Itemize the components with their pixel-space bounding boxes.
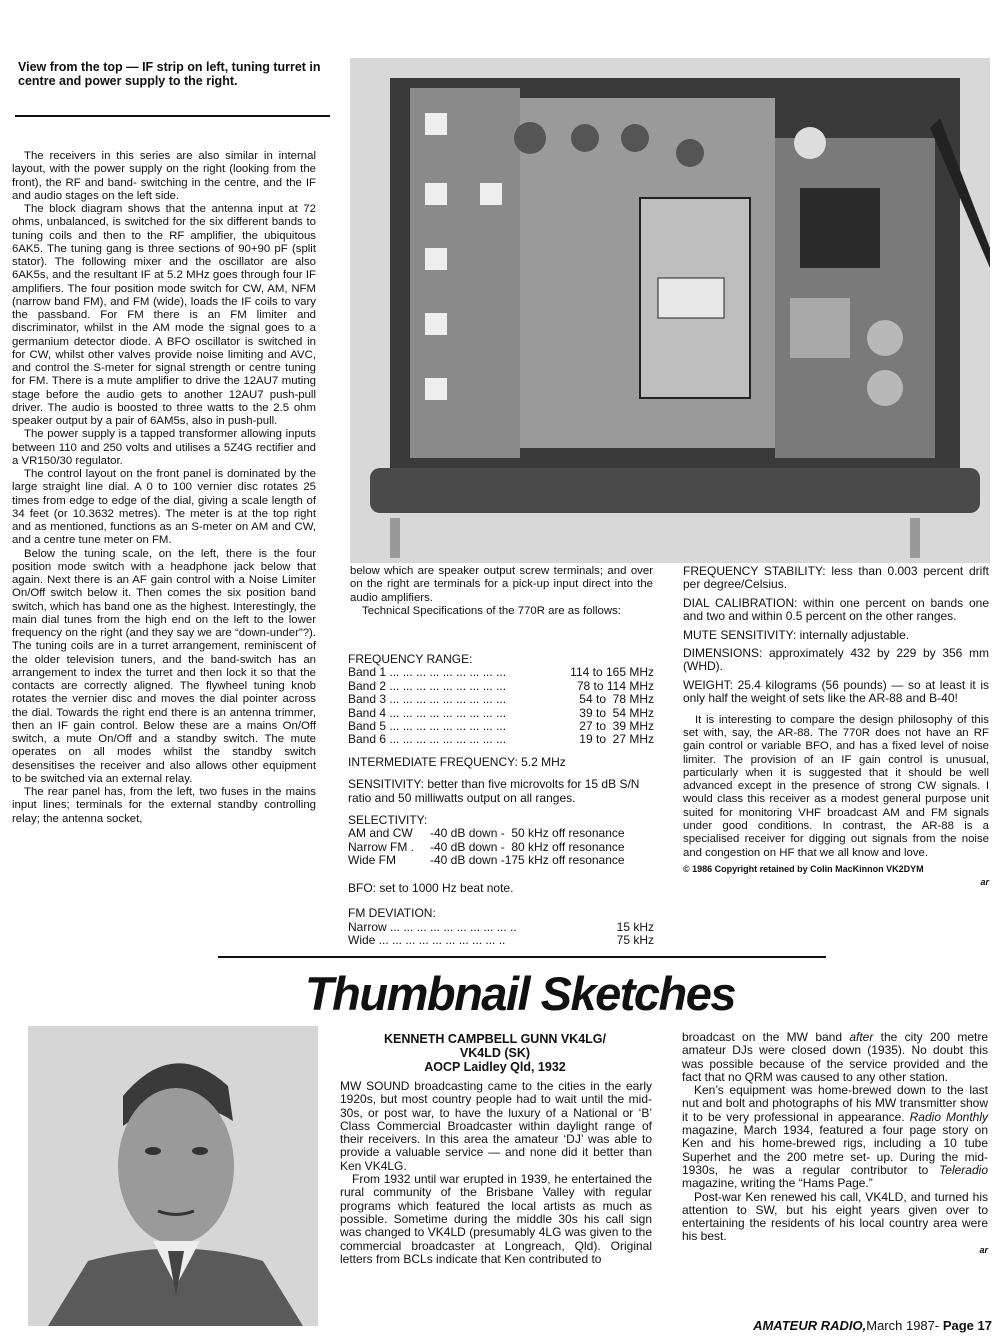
dial-calibration: DIAL CALIBRATION: within one percent on bands one and two and within 0.5 percent on the other ranges.: [683, 595, 989, 624]
footer-magazine: AMATEUR RADIO,: [753, 1318, 867, 1333]
middle-intro: below which are speaker output screw terminals; and over on the right are terminals for a pick-up input direct into the audio amplifiers.: [350, 565, 653, 604]
band-name: Band 2 ... ... ... ... ... ... ... ... ...: [348, 678, 507, 693]
bio-title-line: AOCP Laidley Qld, 1932: [424, 1060, 566, 1074]
bio-paragraph: Post-war Ken renewed his call, VK4LD, and turned his attention to SW, but his eight years given over to entertaining the residents of his local country area were his best.: [682, 1189, 988, 1244]
bio-paragraph: [682, 1084, 988, 1190]
section-heading: Thumbnail Sketches: [304, 967, 736, 1020]
bio-text: magazine, March 1934, featured a four page story on Ken and his home-brewed rigs, including a 10 tube Superhet and the 200 metre set- up. During the mid-1930s, he was a regular contributor to: [682, 1123, 988, 1177]
frequency-stability: FREQUENCY STABILITY: less than 0.003 percent drift per degree/Celsius.: [683, 564, 989, 592]
fm-deviation-row: [348, 934, 654, 947]
bio-paragraph: [682, 1031, 988, 1084]
fm-deviation-list: [348, 921, 654, 948]
mute-sensitivity: MUTE SENSITIVITY: internally adjustable.: [683, 627, 910, 642]
band-row: [348, 666, 654, 679]
bio-text: the city 200 metre amateur DJs were closed down (1935). No doubt this was possible because of the service provided and the fact that no QRM was caused to any other station.: [682, 1030, 989, 1084]
fm-deviation-name: Wide ... ... ... ... ... ... ... ... ... ..: [348, 932, 506, 947]
selectivity-value: -40 dB down - 80 kHz off resonance: [430, 839, 625, 854]
end-mark: ar: [979, 1244, 988, 1255]
band-name: Band 5 ... ... ... ... ... ... ... ... ...: [348, 719, 507, 734]
bio-title-line: KENNETH CAMPBELL GUNN VK4LG/: [383, 1032, 606, 1046]
right-column: [683, 565, 989, 890]
selectivity-list: [348, 827, 654, 867]
sensitivity: SENSITIVITY: better than five microvolts for 15 dB S/N ratio and 50 milliwatts output on all ranges.: [348, 777, 640, 805]
bio-text: broadcast on the MW band: [682, 1030, 850, 1044]
bfo: BFO: set to 1000 Hz beat note.: [348, 880, 514, 895]
band-row: [348, 693, 654, 706]
band-row: [348, 720, 654, 733]
fm-deviation-row: [348, 921, 654, 934]
selectivity-mode: AM and CW: [348, 826, 413, 841]
selectivity-row: [348, 854, 654, 867]
spec-block: [348, 653, 654, 947]
fm-deviation-value: 75 kHz: [616, 932, 654, 947]
intermediate-frequency: INTERMEDIATE FREQUENCY: 5.2 MHz: [348, 754, 566, 769]
bio-emphasis: Teleradio: [939, 1162, 988, 1177]
left-paragraph: The block diagram shows that the antenna input at 72 ohms, unbalanced, is switched for the six different bands to tuning coils and then to the RF amplifier, the ubiquitous 6AK5. The tuning gang is three sections of 90+90 pF (split stator). The following mixer and the oscillator are also 6AK5s, and the resultant IF at 5.2 MHz goes through four IF amplifiers. The four position mode switch for CW, AM, NFM (narrow band FM), and FM (wide), loads the IF coils to vary the passband. For FM there is an FM limiter and discriminator, whilst in the AM mode the signal goes to a germanium detector diode. A BFO oscillator is switched in for CW, whilst other valves provide noise limiting and AVC, and control the S-meter for signal strength or centre tuning for FM. There is a mute amplifier to drive the 12AU7 muting stage before the audio gets to another 12AU7 push-pull driver. The audio is boosted to three watts to the 2.5 ohm speaker output by a pair of 6AM5s, also in push-pull.: [12, 203, 316, 427]
portrait-photo: [28, 1026, 318, 1326]
photo-caption: View from the top — IF strip on left, tuning turret in centre and power supply to the right.: [18, 60, 321, 88]
middle-intro-2: Technical Specifications of the 770R are as follows:: [362, 604, 621, 617]
bio-text: Ken’s equipment was home-brewed down to the last nut and bolt and photographs of his MW transmitter show it to be very professional in appearance.: [682, 1083, 988, 1124]
weight: WEIGHT: 25.4 kilograms (56 pounds) — so at least it is only half the weight of sets like the AR-88 and B-40!: [683, 677, 989, 706]
left-paragraph: The rear panel has, from the left, two fuses in the mains input lines; terminals for the external standby controlling relay; the antenna socket,: [12, 786, 316, 825]
dimensions: DIMENSIONS: approximately 432 by 229 by 356 mm (WHD).: [683, 646, 989, 674]
bio-column-1: [340, 1080, 652, 1266]
bio-column-2: [682, 1031, 988, 1257]
band-list: [348, 666, 654, 746]
bio-title-line: VK4LD (SK): [459, 1046, 531, 1060]
left-column: [12, 150, 316, 826]
selectivity-mode: Wide FM: [348, 853, 396, 868]
band-name: Band 1 ... ... ... ... ... ... ... ... ...: [348, 665, 507, 680]
selectivity-value: -40 dB down - 50 kHz off resonance: [430, 826, 625, 841]
band-range: 114 to 165 MHz: [570, 665, 654, 680]
left-paragraph: The control layout on the front panel is dominated by the large straight line dial. A 0 to 100 vernier disc rotates 25 times from edge to edge of the dial, giving a scale length of 34 feet (or 10.3632 metres). The meter is at the top right and as mentioned, functions as an S-meter on AM and CW, and a centre tune meter on FM.: [12, 468, 316, 547]
section-divider: [218, 956, 826, 958]
freq-range-label: FREQUENCY RANGE:: [348, 652, 473, 666]
band-range: 54 to 78 MHz: [579, 692, 654, 707]
fm-deviation-value: 15 kHz: [616, 919, 654, 934]
selectivity-row: [348, 827, 654, 840]
bio-emphasis: after: [849, 1030, 874, 1044]
band-row: [348, 707, 654, 720]
middle-column: [350, 565, 653, 618]
bio-title: [340, 1032, 650, 1074]
right-body: It is interesting to compare the design philosophy of this set with, say, the AR-88. The 770R does not have an RF gain control or variable BFO, and has a fixed level of noise limiter. The provision of an IF gain control is unusual, particularly when it is suggested that it should be well advanced except in the presence of strong CW signals. I would class this receiver as a modest general purpose unit suited for monitoring VHF broadcast AM and FM signals under good conditions. In contrast, the AR-88 is a specialised receiver for digging out signals from the noise and congestion on HF that we all know and love.: [683, 713, 989, 859]
bio-text: magazine, writing the “Hams Page.”: [682, 1176, 873, 1191]
footer-page: Page 17: [942, 1318, 992, 1333]
footer-date: March 1987-: [866, 1318, 940, 1333]
band-row: [348, 733, 654, 746]
band-range: 78 to 114 MHz: [576, 678, 654, 693]
left-paragraph: The power supply is a tapped transformer allowing inputs between 110 and 250 volts and utilises a 5Z4G rectifier and a VR150/30 regulator.: [12, 428, 316, 467]
bio-paragraph: MW SOUND broadcasting came to the cities in the early 1920s, but most country people had to wait until the mid-30s, or post war, to have the luxury of a National or ‘B’ Class Commercial Broadcaster within daylight range of their receivers. In this area the amateur ‘DJ’ was able to provide a valuable service — and none did it better than Ken VK4LG.: [340, 1079, 652, 1173]
bio-emphasis: Radio Monthly: [909, 1109, 988, 1124]
band-name: Band 3 ... ... ... ... ... ... ... ... ...: [348, 692, 507, 707]
left-paragraph: The receivers in this series are also similar in internal layout, with the power supply on the right (looking from the front), the RF and band- switching in the centre, and the IF and audio stages on the left side.: [12, 150, 316, 202]
band-range: 39 to 54 MHz: [579, 705, 654, 720]
fm-deviation-name: Narrow ... ... ... ... ... ... ... ... ... ..: [348, 919, 517, 934]
band-row: [348, 680, 654, 693]
receiver-photo: [350, 58, 990, 563]
left-paragraph: Below the tuning scale, on the left, there is the four position mode switch with a headphone jack below that again. Next there is an AF gain control with a Noise Limiter On/Off switch below it. Then comes the six position band switch, which has band one as the highest. Interestingly, the main dial tunes from the high end on the left to the lower frequency on the right (and they say we are “down-under”?). The tuning coils are in a turret arrangement, reminiscent of the older television tuners, and the band-switch has an arrangement to index the turret and then lock it so that the contacts are correctly aligned. The flywheel tuning knob rotates the vernier disc and moves the dial pointer across the dial. Towards the right end there is an antenna trimmer, then an IF gain control. Below these are a mains On/Off switch, a mute On/Off and a standby switch. The mute operates on all modes whilst the standby switch desensitises the receiver and also allows other equipment to be switched via an external relay.: [12, 547, 316, 785]
fm-deviation-label: FM DEVIATION:: [348, 906, 436, 921]
caption-divider: [15, 115, 330, 117]
band-name: Band 4 ... ... ... ... ... ... ... ... ...: [348, 705, 507, 720]
page-footer: [700, 1318, 992, 1333]
selectivity-mode: Narrow FM .: [348, 839, 414, 854]
bio-paragraph: From 1932 until war erupted in 1939, he entertained the rural community of the Brisbane Valley with regular programs which featured the local artists as much as possible. Sometime during the middle 30s his call sign was changed to VK4LD (presumably 4LG was given to the commercial broadcaster at Longreach, Qld). Original letters from BCLs indicate that Ken contributed to: [340, 1172, 652, 1266]
copyright-note: © 1986 Copyright retained by Colin MacKinnon VK2DYM: [683, 863, 924, 874]
band-name: Band 6 ... ... ... ... ... ... ... ... ...: [348, 732, 507, 747]
selectivity-label: SELECTIVITY:: [348, 813, 428, 828]
selectivity-value: -40 dB down -175 kHz off resonance: [430, 853, 625, 868]
band-range: 19 to 27 MHz: [579, 732, 654, 747]
selectivity-row: [348, 841, 654, 854]
band-range: 27 to 39 MHz: [579, 719, 654, 734]
end-mark: ar: [980, 877, 989, 888]
